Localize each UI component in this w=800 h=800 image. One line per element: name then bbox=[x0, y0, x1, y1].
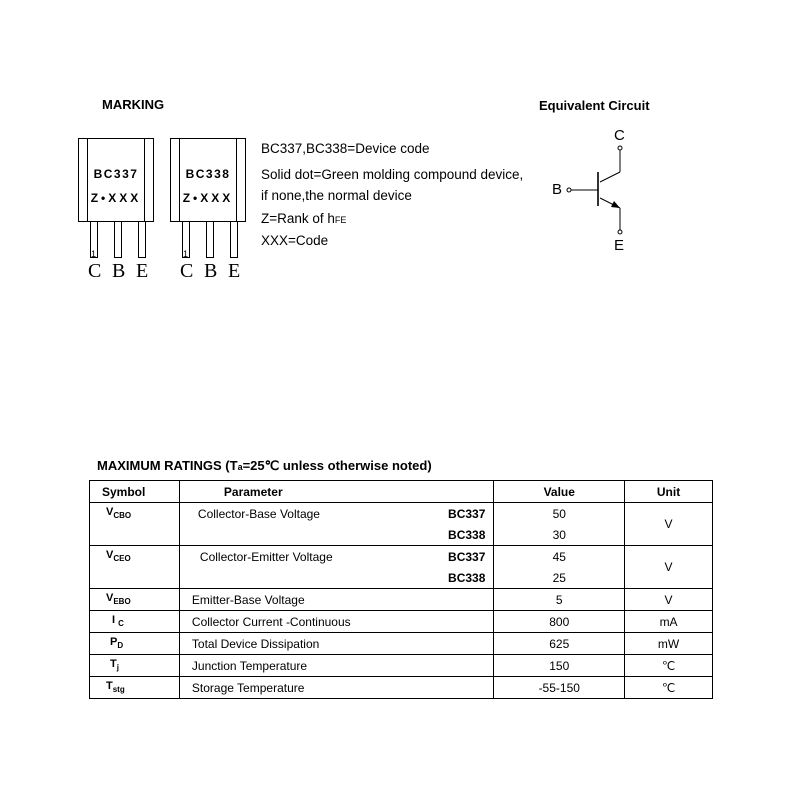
row-parameter: Junction Temperature bbox=[179, 655, 493, 677]
row-value: 800 bbox=[494, 611, 625, 633]
circuit-emitter-label: E bbox=[614, 237, 625, 254]
note-code: XXX=Code bbox=[261, 233, 329, 248]
row-symbol: $V_{CEO}$ bbox=[90, 546, 180, 568]
row-unit: V bbox=[625, 503, 713, 546]
ratings-heading-sub: a bbox=[237, 462, 243, 472]
pin-e-label: E bbox=[136, 260, 149, 282]
row-unit: mA bbox=[625, 611, 713, 633]
row-symbol: $V_{CBO}$ bbox=[90, 503, 180, 525]
row-value: -55-150 bbox=[494, 677, 625, 699]
ratings-heading-suffix: =25℃ unless otherwise noted) bbox=[242, 458, 432, 473]
col-symbol: Symbol bbox=[90, 481, 180, 503]
table-row bbox=[90, 589, 713, 611]
row-symbol: $V_{EBO}$ bbox=[90, 589, 180, 611]
row-parameter: BC338 bbox=[179, 567, 493, 589]
ratings-table bbox=[89, 480, 713, 699]
row-value: 150 bbox=[494, 655, 625, 677]
row-parameter: Collector Current -Continuous bbox=[179, 611, 493, 633]
circuit-base-label: B bbox=[552, 181, 563, 198]
row-unit: mW bbox=[625, 633, 713, 655]
note-rank-sub: FE bbox=[334, 215, 347, 225]
marking-heading: MARKING bbox=[102, 97, 165, 112]
pin-emitter bbox=[230, 222, 238, 258]
row-parameter: Emitter-Base Voltage bbox=[179, 589, 493, 611]
table-row bbox=[90, 655, 713, 677]
pin-base bbox=[114, 222, 122, 258]
package-bc338 bbox=[170, 138, 246, 222]
ratings-heading bbox=[97, 458, 432, 474]
row-symbol: $T_{stg}$ bbox=[90, 677, 180, 699]
pin-emitter bbox=[138, 222, 146, 258]
table-header-row bbox=[90, 481, 713, 503]
table-row bbox=[90, 546, 713, 568]
table-row bbox=[90, 503, 713, 525]
row-parameter: Collector-Emitter Voltage BC337 bbox=[179, 546, 493, 568]
row-symbol: I $_C$ bbox=[90, 611, 180, 633]
table-row bbox=[90, 633, 713, 655]
col-unit: Unit bbox=[625, 481, 713, 503]
pin-e-label: E bbox=[228, 260, 241, 282]
table-row bbox=[90, 567, 713, 589]
table-row bbox=[90, 524, 713, 546]
row-unit: V bbox=[625, 546, 713, 589]
row-parameter: Storage Temperature bbox=[179, 677, 493, 699]
row-value: 5 bbox=[494, 589, 625, 611]
row-unit: ℃ bbox=[625, 655, 713, 677]
row-value: 25 bbox=[494, 567, 625, 589]
note-rank bbox=[261, 212, 346, 226]
pin-base bbox=[206, 222, 214, 258]
row-value: 625 bbox=[494, 633, 625, 655]
ratings-heading-prefix: MAXIMUM RATINGS (T bbox=[97, 458, 238, 473]
note-device-code: BC337,BC338=Device code bbox=[261, 141, 430, 156]
row-parameter: Collector-Base Voltage BC337 bbox=[179, 503, 493, 525]
pin-c-label: C bbox=[88, 260, 102, 282]
table-row bbox=[90, 611, 713, 633]
pin-b-label: B bbox=[204, 260, 218, 282]
package-bc337 bbox=[78, 138, 154, 222]
col-value: Value bbox=[494, 481, 625, 503]
circuit-collector-label: C bbox=[614, 127, 625, 144]
pin-1-label: 1 bbox=[183, 249, 189, 259]
package-rank-code: Z•XXX bbox=[90, 191, 142, 205]
package-rank-code: Z•XXX bbox=[182, 191, 234, 205]
row-parameter: BC338 bbox=[179, 524, 493, 546]
note-if-none: if none,the normal device bbox=[261, 188, 412, 203]
pin-b-label: B bbox=[112, 260, 126, 282]
circuit-heading: Equivalent Circuit bbox=[539, 98, 650, 113]
row-unit: ℃ bbox=[625, 677, 713, 699]
row-symbol: $P_D$ bbox=[90, 633, 180, 655]
row-parameter: Total Device Dissipation bbox=[179, 633, 493, 655]
row-value: 45 bbox=[494, 546, 625, 568]
note-solid-dot: Solid dot=Green molding compound device, bbox=[261, 167, 524, 182]
pin-c-label: C bbox=[180, 260, 194, 282]
col-parameter: Parameter bbox=[179, 481, 493, 503]
row-value: 30 bbox=[494, 524, 625, 546]
package-code: BC338 bbox=[185, 167, 231, 181]
pin-1-label: 1 bbox=[91, 249, 97, 259]
row-symbol: $T_j$ bbox=[90, 655, 180, 677]
package-code: BC337 bbox=[93, 167, 139, 181]
row-value: 50 bbox=[494, 503, 625, 525]
row-unit: V bbox=[625, 589, 713, 611]
note-rank-prefix: Z=Rank of h bbox=[261, 211, 335, 226]
table-row bbox=[90, 677, 713, 699]
